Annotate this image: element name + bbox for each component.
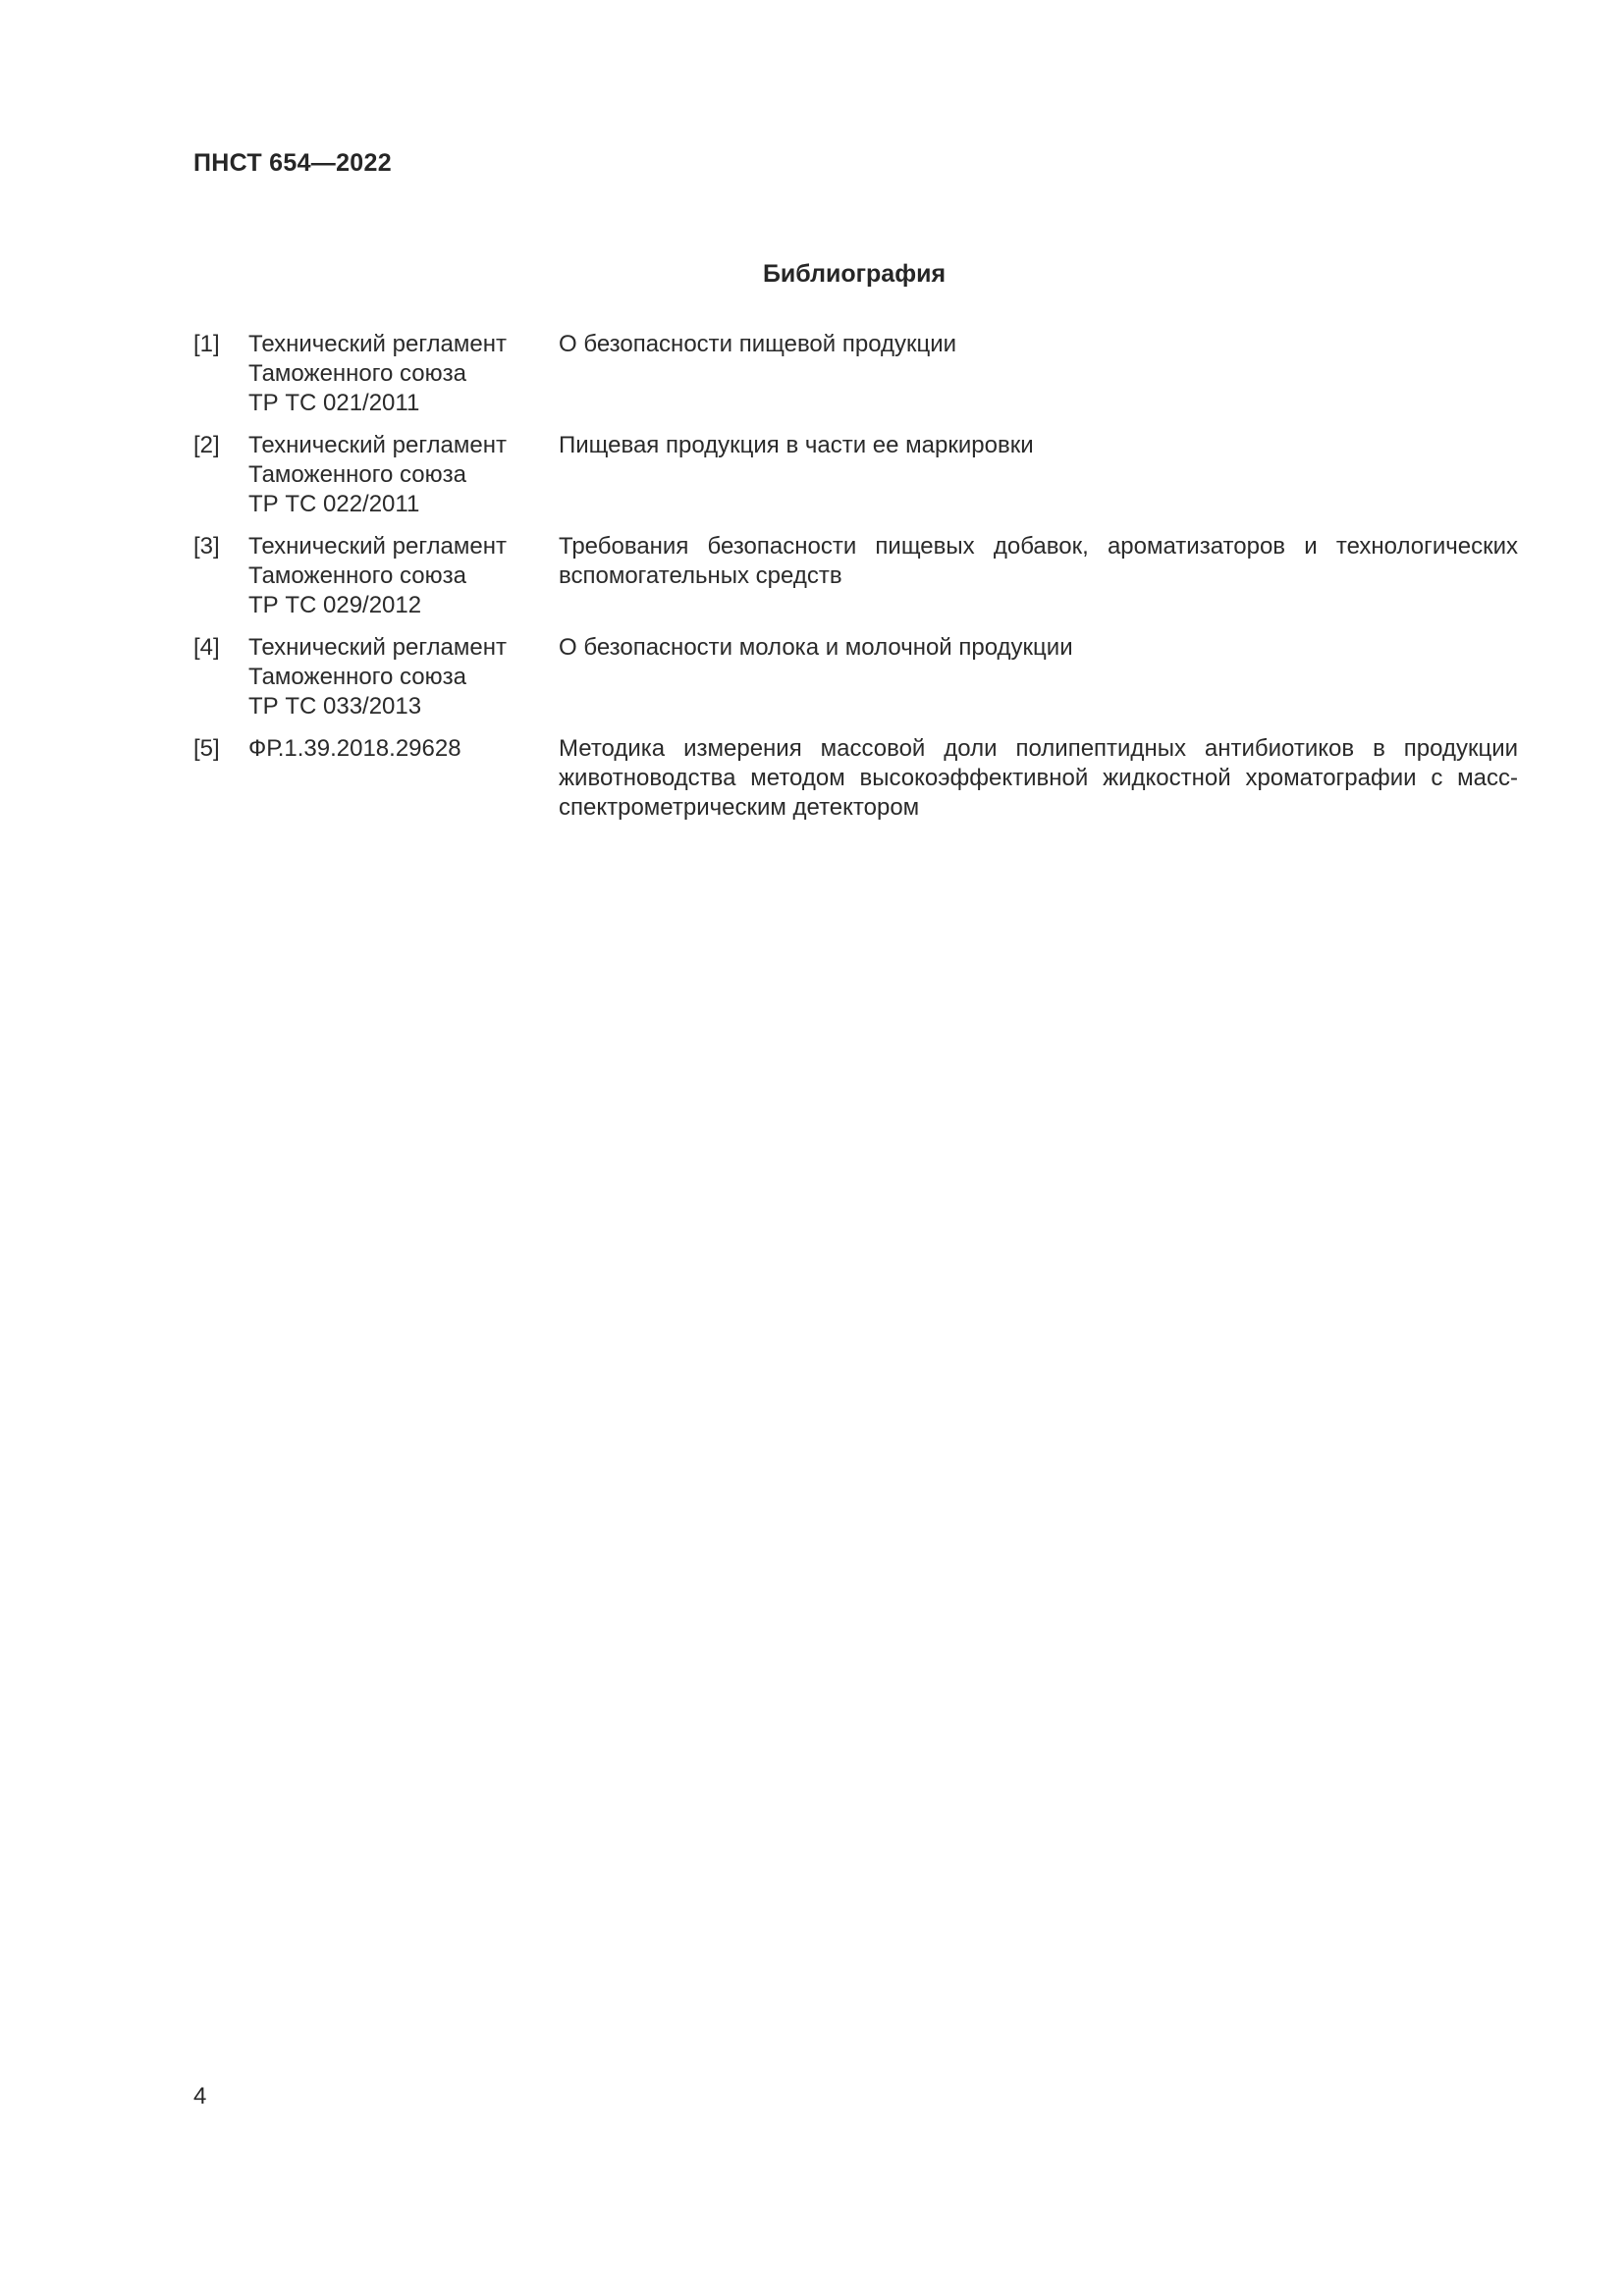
entry-reference: Технический регламент Таможенного союза ТР ТС 022/2011 bbox=[248, 432, 507, 517]
entry-number: [5] bbox=[193, 735, 220, 762]
entry-number: [2] bbox=[193, 432, 220, 458]
bibliography-list bbox=[193, 330, 1518, 835]
entry-reference: Технический регламент Таможенного союза ТР ТС 029/2012 bbox=[248, 533, 507, 618]
entry-reference: Технический регламент Таможенного союза ТР ТС 033/2013 bbox=[248, 634, 507, 720]
entry-description: О безопасности молока и молочной продукции bbox=[559, 634, 1073, 661]
entry-reference: ФР.1.39.2018.29628 bbox=[248, 735, 461, 762]
bibliography-entry-1 bbox=[193, 330, 1518, 418]
bibliography-entry-2 bbox=[193, 431, 1518, 519]
bibliography-entry-4 bbox=[193, 633, 1518, 721]
document-code: ПНСТ 654—2022 bbox=[193, 149, 392, 177]
entry-reference: Технический регламент Таможенного союза ТР ТС 021/2011 bbox=[248, 331, 507, 416]
bibliography-entry-5 bbox=[193, 734, 1518, 823]
entry-description: Требования безопасности пищевых добавок, ароматизаторов и технологических вспомогательных средств bbox=[559, 533, 1518, 589]
entry-description: О безопасности пищевой продукции bbox=[559, 331, 957, 357]
entry-number: [4] bbox=[193, 634, 220, 661]
bibliography-title: Библиография bbox=[762, 260, 947, 288]
page-number: 4 bbox=[193, 2083, 207, 2109]
entry-number: [3] bbox=[193, 533, 220, 560]
entry-number: [1] bbox=[193, 331, 220, 357]
entry-description: Пищевая продукция в части ее маркировки bbox=[559, 432, 1034, 458]
bibliography-entry-3 bbox=[193, 532, 1518, 620]
entry-description: Методика измерения массовой доли полипептидных антибиотиков в продукции животноводства методом высокоэффективной жидкостной хроматографии с масс-спектрометрическим детектором bbox=[559, 735, 1518, 821]
